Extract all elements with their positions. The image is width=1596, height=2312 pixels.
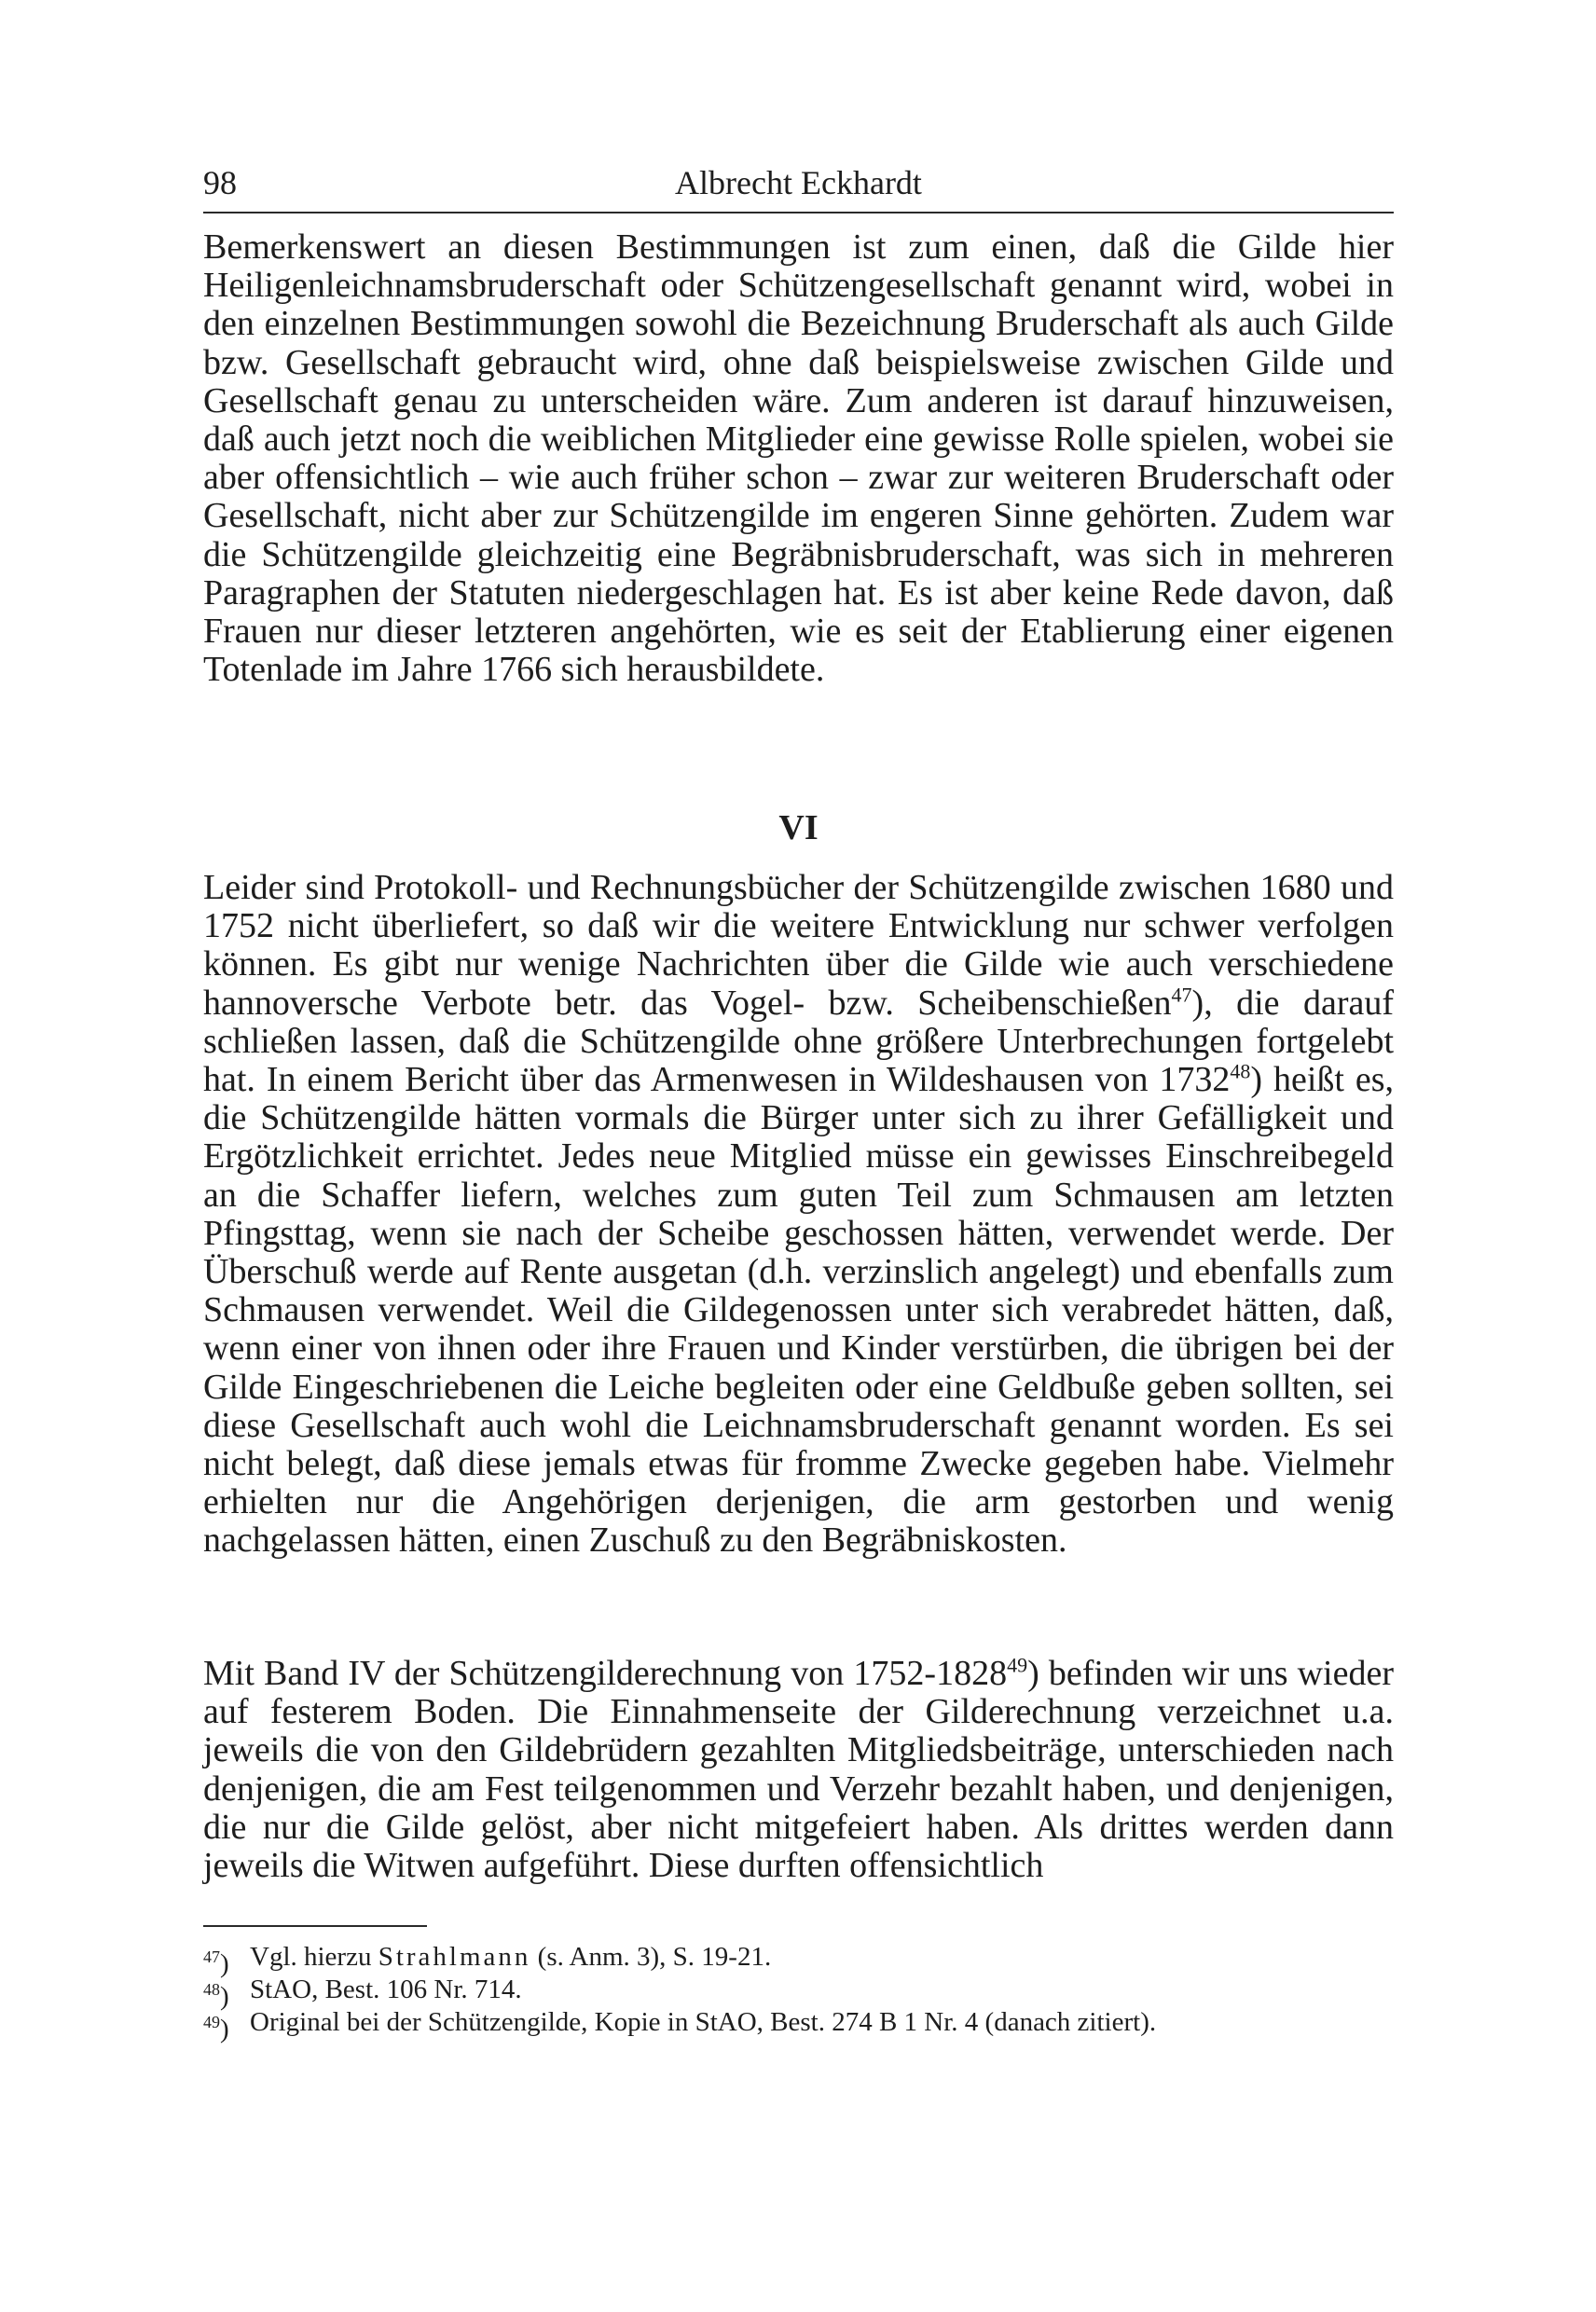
- header-rule: [203, 212, 1394, 213]
- footnote-ref-47[interactable]: 47: [1171, 982, 1192, 1006]
- footnote-marker: $^{48}$): [203, 1980, 229, 2012]
- paragraph-1-text: Bemerkenswert an diesen Bestimmungen ist zum einen, daß die Gilde hier Heiligenleichnamsbruderschaft oder Schützengesellschaft genannt wird, wobei in den einzelnen Bestimmungen sowohl die Bezeichnung Bruderschaft als auch Gilde bzw. Gesellschaft gebraucht wird, ohne daß beispielsweise zwischen Gilde und Gesellschaft genau zu unterscheiden wäre. Zum anderen ist darauf hinzuweisen, daß auch jetzt noch die weiblichen Mitglieder eine gewisse Rolle spielen, wobei sie aber offensichtlich – wie auch früher schon – zwar zur weiteren Bruderschaft oder Gesellschaft, nicht aber zur Schützengilde im engeren Sinne gehörten. Zudem war die Schützengilde gleichzeitig eine Begräbnisbruderschaft, was sich in mehreren Paragraphen der Statuten niedergeschlagen hat. Es ist aber keine Rede davon, daß Frauen nur dieser letzteren angehörten, wie es seit der Etablierung einer eigenen Totenlade im Jahre 1766 sich herausbildete.: [203, 227, 1394, 690]
- paragraph-3-text-b: ) befinden wir uns wieder auf festerem Boden. Die Einnahmenseite der Gilderechnung verzeichnet u.a. jeweils die von den Gildebrüdern gezahlten Mitgliedsbeiträge, unterschieden nach denjenigen, die am Fest teilgenommen und Verzehr bezahlt haben, und denjenigen, die nur die Gilde gelöst, aber nicht mitgefeiert haben. Als drittes werden dann jeweils die Witwen aufgeführt. Diese durften offensichtlich: [203, 1654, 1395, 1886]
- page-number: 98: [203, 164, 237, 201]
- running-head-author: Albrecht Eckhardt: [675, 164, 922, 201]
- section-heading: VI: [778, 808, 819, 847]
- footnote-marker: $^{49}$): [203, 2013, 229, 2044]
- footnotes: [203, 1941, 1394, 2044]
- body-paragraph-2: [203, 869, 1394, 1561]
- footnote-separator: [203, 1925, 427, 1927]
- page-header: [203, 158, 1394, 207]
- footnote-49: [203, 2006, 1394, 2044]
- footnote-48: [203, 1974, 1394, 2012]
- footnote-text: StAO, Best. 106 Nr. 714.: [250, 1975, 522, 2004]
- footnote-text: Original bei der Schützengilde, Kopie in StAO, Best. 274 B 1 Nr. 4 (danach zitiert).: [250, 2007, 1157, 2037]
- body-paragraph-3: [203, 1655, 1394, 1885]
- paragraph-2-text-b: ), die darauf schließen lassen, daß die Schützengilde ohne größere Unterbrechungen fortgelebt hat. In einem Bericht über das Armenwesen in Wildeshausen von 1732: [203, 983, 1394, 1100]
- body-paragraph-1: [203, 228, 1394, 689]
- paragraph-2-text-c: ) heißt es, die Schützengilde hätten vormals die Bürger unter sich zu ihrer Gefälligkeit und Ergötzlichkeit errichtet. Jedes neue Mitglied müsse ein gewisses Einschreibegeld an die Schaffer liefern, welches zum guten Teil zum Schmausen am letzten Pfingsttag, wenn sie nach der Scheibe geschossen hätten, verwendet werde. Der Überschuß werde auf Rente ausgetan (d.h. verzinslich angelegt) und ebenfalls zum Schmausen verwendet. Weil die Gildegenossen unter sich verabredet hätten, daß, wenn einer von ihnen oder ihre Frauen und Kinder verstürben, die übrigen bei der Gilde Eingeschriebenen die Leiche begleiten oder eine Geldbuße geben sollten, sei diese Gesellschaft auch wohl die Leichnamsbruderschaft genannt worden. Es sei nicht belegt, daß diese jemals etwas für fromme Zwecke gegeben habe. Vielmehr erhielten nur die Angehörigen derjenigen, die arm gestorben und wenig nachgelassen hätten, einen Zuschuß zu den Begräbniskosten.: [203, 1060, 1394, 1561]
- paragraph-3-text-a: Mit Band IV der Schützengilderechnung von 1752-1828: [203, 1654, 1008, 1693]
- footnote-marker: $^{47}$): [203, 1947, 229, 1979]
- paragraph-2-text-a: Leider sind Protokoll- und Rechnungsbücher der Schützengilde zwischen 1680 und 1752 nicht überliefert, so daß wir die weitere Entwicklung nur schwer verfolgen können. Es gibt nur wenige Nachrichten über die Gilde wie auch verschiedene hannoversche Verbote betr. das Vogel- bzw. Scheibenschießen: [203, 868, 1394, 1023]
- footnote-47: [203, 1941, 1394, 1979]
- footnote-ref-49[interactable]: 49: [1007, 1653, 1028, 1677]
- footnote-text: Vgl. hierzu Strahlmann (s. Anm. 3), S. 19-21.: [250, 1942, 772, 1972]
- footnote-ref-48[interactable]: 48: [1230, 1059, 1251, 1083]
- author-name-spaced: Strahlmann: [378, 1942, 531, 1972]
